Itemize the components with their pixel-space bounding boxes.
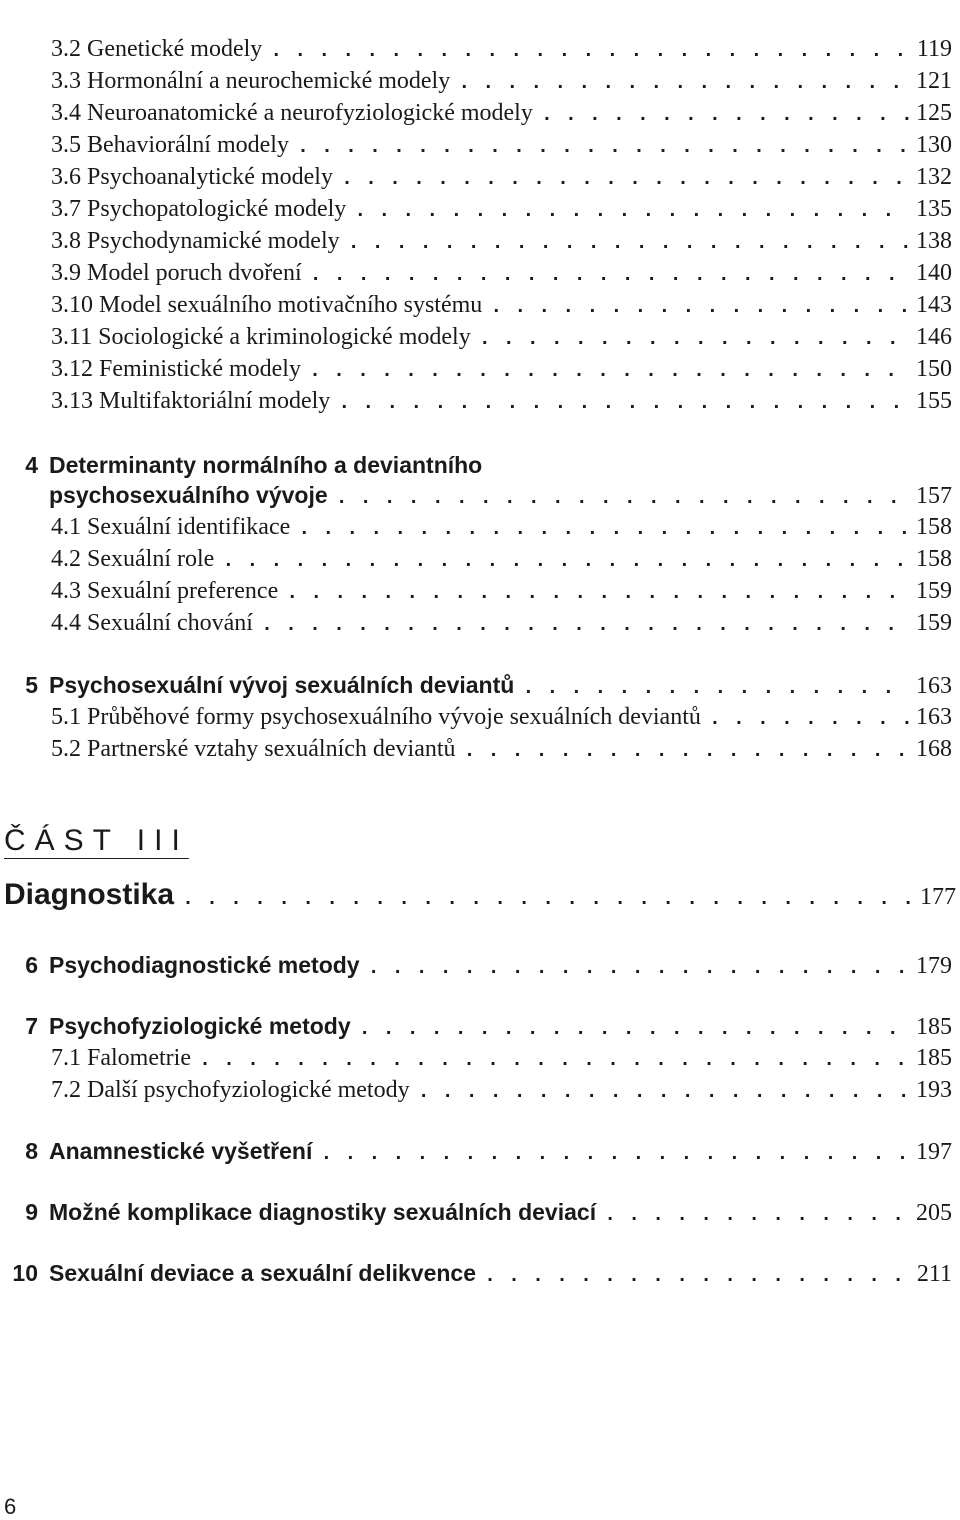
toc-entry-page: 185 <box>916 1045 952 1071</box>
toc-entry-chapter-7[interactable] <box>0 1013 952 1041</box>
toc-entry-page: 205 <box>916 1200 952 1226</box>
toc-entry-title: Anamnestické vyšetření <box>49 1138 313 1164</box>
toc-entry-page: 158 <box>916 514 952 540</box>
dot-leader <box>336 489 910 509</box>
dot-leader <box>490 298 910 318</box>
dot-leader <box>604 1206 910 1226</box>
dot-leader <box>341 170 910 190</box>
toc-entry-chapter-10[interactable] <box>0 1260 952 1288</box>
dot-leader <box>298 520 910 540</box>
toc-entry-title: Sexuální deviace a sexuální delikvence <box>49 1260 477 1286</box>
toc-entry-3-10[interactable] <box>0 292 952 319</box>
toc-entry-page: 130 <box>916 132 952 158</box>
toc-entry-title: Možné komplikace diagnostiky sexuálních deviací <box>49 1199 597 1225</box>
toc-entry-title: Psychofyziologické metody <box>49 1013 351 1039</box>
toc-entry-page: 157 <box>916 483 952 509</box>
dot-leader <box>182 890 914 910</box>
dot-leader <box>541 106 910 126</box>
toc-entry-3-5[interactable] <box>0 132 952 159</box>
toc-entry-page: 197 <box>916 1139 952 1165</box>
toc-entry-title: psychosexuálního vývoje <box>49 482 328 508</box>
toc-entry-title: 7.2 Další psychofyziologické metody <box>51 1077 410 1103</box>
toc-entry-page: 163 <box>916 704 952 730</box>
dot-leader <box>479 330 910 350</box>
toc-entry-3-4[interactable] <box>0 100 952 127</box>
toc-entry-5-2[interactable] <box>0 736 952 763</box>
toc-entry-title: 7.1 Falometrie <box>51 1045 191 1071</box>
toc-entry-page: 125 <box>916 100 952 126</box>
toc-entry-title: 3.4 Neuroanatomické a neurofyziologické modely <box>51 100 533 126</box>
toc-entry-page: 119 <box>916 36 952 62</box>
toc-entry-page: 179 <box>916 953 952 979</box>
page-number: 6 <box>4 1494 17 1519</box>
chapter-number: 6 <box>25 952 38 978</box>
toc-entry-title: Psychosexuální vývoj sexuálních deviantů <box>49 672 515 698</box>
toc-entry-4-2[interactable] <box>0 546 952 573</box>
toc-entry-page: 135 <box>916 196 952 222</box>
toc-entry-title: 5.2 Partnerské vztahy sexuálních deviantů <box>51 736 456 762</box>
dot-leader <box>368 959 910 979</box>
dot-leader <box>484 1267 911 1287</box>
dot-leader <box>522 679 910 699</box>
dot-leader <box>222 552 910 572</box>
dot-leader <box>286 584 910 604</box>
toc-entry-page: 177 <box>920 884 956 910</box>
toc-entry-chapter-9[interactable] <box>0 1199 952 1227</box>
dot-leader <box>348 234 910 254</box>
toc-entry-page: 158 <box>916 546 952 572</box>
toc-entry-title: 3.6 Psychoanalytické modely <box>51 164 333 190</box>
toc-entry-page: 143 <box>916 292 952 318</box>
toc-entry-title: 3.3 Hormonální a neurochemické modely <box>51 68 451 94</box>
toc-entry-title: 3.5 Behaviorální modely <box>51 132 289 158</box>
toc-entry-title: 3.2 Genetické modely <box>51 36 263 62</box>
chapter-title-line-1[interactable]: Determinanty normálního a deviantního <box>49 452 483 478</box>
dot-leader <box>310 266 910 286</box>
toc-entry-page: 146 <box>916 324 952 350</box>
toc-entry-page: 150 <box>916 356 952 382</box>
toc-entry-3-9[interactable] <box>0 260 952 287</box>
toc-entry-chapter-8[interactable] <box>0 1138 952 1166</box>
dot-leader <box>418 1083 910 1103</box>
toc-entry-page: 132 <box>916 164 952 190</box>
toc-entry-4-4[interactable] <box>0 610 952 637</box>
dot-leader <box>458 74 910 94</box>
toc-entry-chapter-5[interactable] <box>0 672 952 700</box>
dot-leader <box>297 138 910 158</box>
toc-entry-page: 159 <box>916 578 952 604</box>
toc-entry-3-7[interactable] <box>0 196 952 223</box>
toc-entry-page: 193 <box>916 1077 952 1103</box>
toc-entry-page: 159 <box>916 610 952 636</box>
chapter-number: 10 <box>12 1260 38 1286</box>
toc-entry-page: 155 <box>916 388 952 414</box>
toc-entry-page: 140 <box>916 260 952 286</box>
toc-entry-title: 3.8 Psychodynamické modely <box>51 228 340 254</box>
dot-leader <box>359 1020 910 1040</box>
toc-entry-title: 4.4 Sexuální chování <box>51 610 253 636</box>
toc-entry-chapter-6[interactable] <box>0 952 952 980</box>
toc-entry-7-1[interactable] <box>0 1045 952 1072</box>
toc-entry-title: 3.13 Multifaktoriální modely <box>51 388 331 414</box>
toc-entry-title: 3.12 Feministické modely <box>51 356 301 382</box>
chapter-number: 5 <box>25 672 38 698</box>
toc-entry-3-12[interactable] <box>0 356 952 383</box>
toc-entry-4-1[interactable] <box>0 514 952 541</box>
toc-entry-3-3[interactable] <box>0 68 952 95</box>
toc-entry-5-1[interactable] <box>0 704 952 731</box>
dot-leader <box>320 1145 910 1165</box>
chapter-number: 7 <box>25 1013 38 1039</box>
toc-entry-page: 185 <box>916 1014 952 1040</box>
toc-entry-page: 168 <box>916 736 952 762</box>
part-label: ČÁST III <box>4 824 189 857</box>
toc-entry-title: Psychodiagnostické metody <box>49 952 360 978</box>
toc-entry-page: 121 <box>916 68 952 94</box>
toc-entry-page: 163 <box>916 673 952 699</box>
toc-entry-title: 3.9 Model poruch dvoření <box>51 260 302 286</box>
toc-entry-chapter-4[interactable] <box>0 482 952 510</box>
toc-entry-title: 3.7 Psychopatologické modely <box>51 196 347 222</box>
dot-leader <box>464 742 910 762</box>
toc-entry-3-11[interactable] <box>0 324 952 351</box>
toc-entry-title: 4.3 Sexuální preference <box>51 578 279 604</box>
toc-entry-3-13[interactable] <box>0 388 952 415</box>
toc-entry-title: 4.2 Sexuální role <box>51 546 215 572</box>
toc-entry-title: 5.1 Průběhové formy psychosexuálního vývoje sexuálních deviantů <box>51 704 701 730</box>
dot-leader <box>309 362 910 382</box>
toc-entry-3-2[interactable] <box>0 36 952 63</box>
chapter-number: 8 <box>25 1138 38 1164</box>
part-title: Diagnostika <box>4 878 175 911</box>
toc-entry-3-6[interactable] <box>0 164 952 191</box>
toc-entry-part-3[interactable] <box>4 878 956 912</box>
toc-entry-4-3[interactable] <box>0 578 952 605</box>
dot-leader <box>199 1051 910 1071</box>
chapter-number: 4 <box>25 452 38 478</box>
toc-entry-page: 138 <box>916 228 952 254</box>
dot-leader <box>338 394 910 414</box>
toc-entry-title: 4.1 Sexuální identifikace <box>51 514 291 540</box>
toc-entry-page: 211 <box>916 1261 952 1287</box>
dot-leader <box>709 710 910 730</box>
dot-leader <box>270 42 911 62</box>
toc-entry-title: 3.10 Model sexuálního motivačního systému <box>51 292 483 318</box>
chapter-number: 9 <box>25 1199 38 1225</box>
dot-leader <box>261 616 910 636</box>
toc-entry-3-8[interactable] <box>0 228 952 255</box>
dot-leader <box>354 202 910 222</box>
toc-entry-title: 3.11 Sociologické a kriminologické modely <box>51 324 471 350</box>
toc-entry-7-2[interactable] <box>0 1077 952 1104</box>
